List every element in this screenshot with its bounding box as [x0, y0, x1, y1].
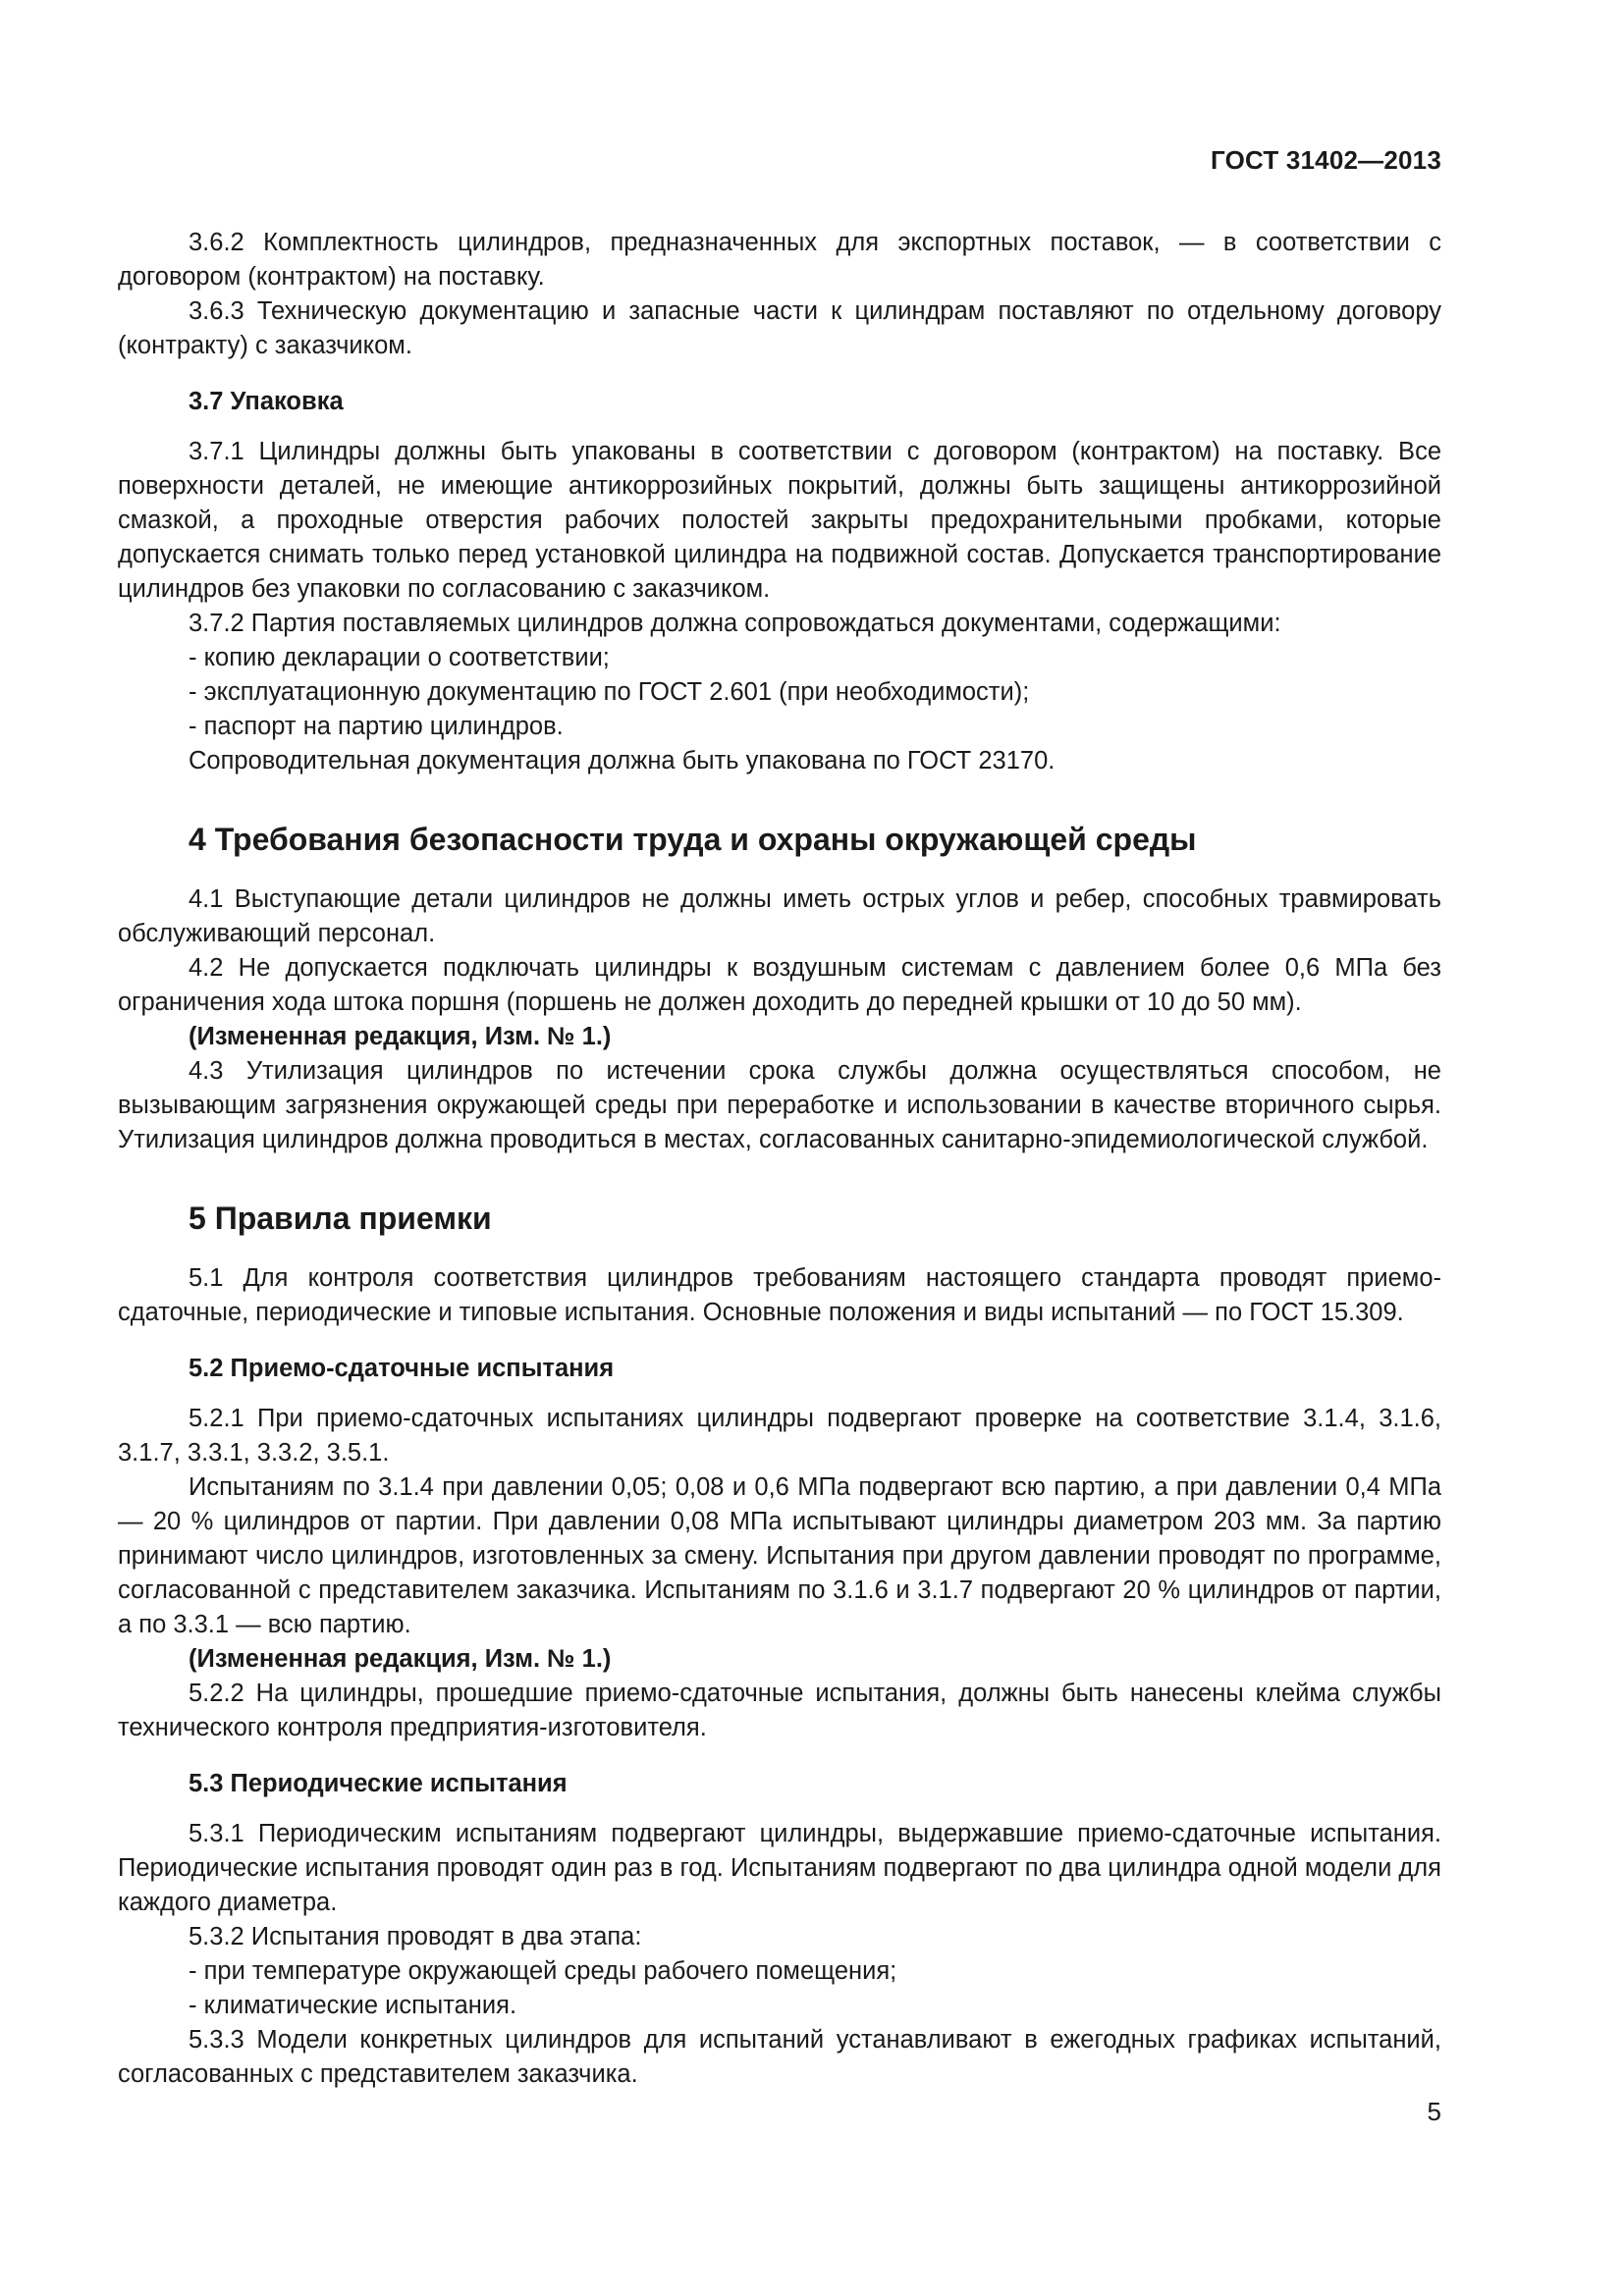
list-item: 5.3.2 Испытания проводят в два этапа: — [189, 1923, 642, 1950]
document-code-header: ГОСТ 31402—2013 — [1211, 145, 1441, 175]
paragraph: 3.7.2 Партия поставляемых цилиндров должна сопровождаться документами, содержащими: — [189, 610, 1281, 637]
paragraph: 4.2 Не допускается подключать цилиндры к воздушным системам с давлением более 0,6 МПа без ограничения хода штока поршня (поршень не должен доходить до передней крышки от 10 до 50 мм). — [118, 954, 1441, 1016]
paragraph: 3.6.3 Техническую документацию и запасные части к цилиндрам поставляют по отдельному договору (контракту) с заказчиком. — [118, 297, 1441, 359]
revision-note: (Измененная редакция, Изм. № 1.) — [189, 1645, 612, 1673]
subsection-heading: 3.7 Упаковка — [189, 388, 344, 415]
revision-note: (Измененная редакция, Изм. № 1.) — [189, 1023, 612, 1050]
subsection-heading: 5.3 Периодические испытания — [189, 1770, 568, 1797]
section-heading: 5 Правила приемки — [189, 1201, 492, 1236]
document-body — [118, 226, 1441, 2092]
paragraph: 5.2.1 При приемо-сдаточных испытаниях цилиндры подвергают проверке на соответствие 3.1.4, 3.1.6, 3.1.7, 3.3.1, 3.3.2, 3.5.1. — [118, 1405, 1441, 1467]
subsection-heading: 5.2 Приемо-сдаточные испытания — [189, 1355, 615, 1382]
list-item: Сопроводительная документация должна быть упакована по ГОСТ 23170. — [189, 747, 1056, 774]
paragraph: 5.3.3 Модели конкретных цилиндров для испытаний устанавливают в ежегодных графиках испытаний, согласованных с представителем заказчика. — [118, 2026, 1441, 2088]
list-item: - климатические испытания. — [189, 1992, 517, 2019]
list-item: - при температуре окружающей среды рабочего помещения; — [189, 1957, 897, 1985]
list-item: - копию декларации о соответствии; — [189, 644, 610, 671]
paragraph: Испытаниям по 3.1.4 при давлении 0,05; 0,08 и 0,6 МПа подвергают всю партию, а при давлении 0,4 МПа — 20 % цилиндров от партии. При давлении 0,08 МПа испытывают цилиндры диаметром 203 мм. За партию принимают число цилиндров, изготовленных за смену. Испытания при другом давлении проводят по программе, согласованной с представителем заказчика. Испытаниям по 3.1.6 и 3.1.7 подвергают 20 % цилиндров от партии, а по 3.3.1 — всю партию. — [118, 1473, 1441, 1638]
paragraph: 4.1 Выступающие детали цилиндров не должны иметь острых углов и ребер, способных травмировать обслуживающий персонал. — [118, 885, 1441, 947]
list-item: - эксплуатационную документацию по ГОСТ 2.601 (при необходимости); — [189, 678, 1030, 706]
page-number: 5 — [1427, 2097, 1441, 2126]
paragraph: 5.3.1 Периодическим испытаниям подвергают цилиндры, выдержавшие приемо-сдаточные испытания. Периодические испытания проводят один раз в год. Испытаниям подвергают по два цилиндра одной модели для каждого диаметра. — [118, 1820, 1441, 1916]
section-heading: 4 Требования безопасности труда и охраны окружающей среды — [189, 822, 1197, 857]
paragraph: 5.1 Для контроля соответствия цилиндров требованиям настоящего стандарта проводят приемо-сдаточные, периодические и типовые испытания. Основные положения и виды испытаний — по ГОСТ 15.309. — [118, 1264, 1441, 1326]
paragraph: 4.3 Утилизация цилиндров по истечении срока службы должна осуществляться способом, не вызывающим загрязнения окружающей среды при переработке и использовании в качестве вторичного сырья. Утилизация цилиндров должна проводиться в местах, согласованных санитарно-эпидемиологической службой. — [118, 1057, 1441, 1153]
paragraph: 3.7.1 Цилиндры должны быть упакованы в соответствии с договором (контрактом) на поставку. Все поверхности деталей, не имеющие антикоррозийных покрытий, должны быть защищены антикоррозийной смазкой, а проходные отверстия рабочих полостей закрыты предохранительными пробками, которые допускается снимать только перед установкой цилиндра на подвижной состав. Допускается транспортирование цилиндров без упаковки по согласованию с заказчиком. — [118, 438, 1441, 603]
paragraph: 5.2.2 На цилиндры, прошедшие приемо-сдаточные испытания, должны быть нанесены клейма службы технического контроля предприятия-изготовителя. — [118, 1680, 1441, 1741]
list-item: - паспорт на партию цилиндров. — [189, 713, 564, 740]
paragraph: 3.6.2 Комплектность цилиндров, предназначенных для экспортных поставок, — в соответствии с договором (контрактом) на поставку. — [118, 229, 1441, 291]
